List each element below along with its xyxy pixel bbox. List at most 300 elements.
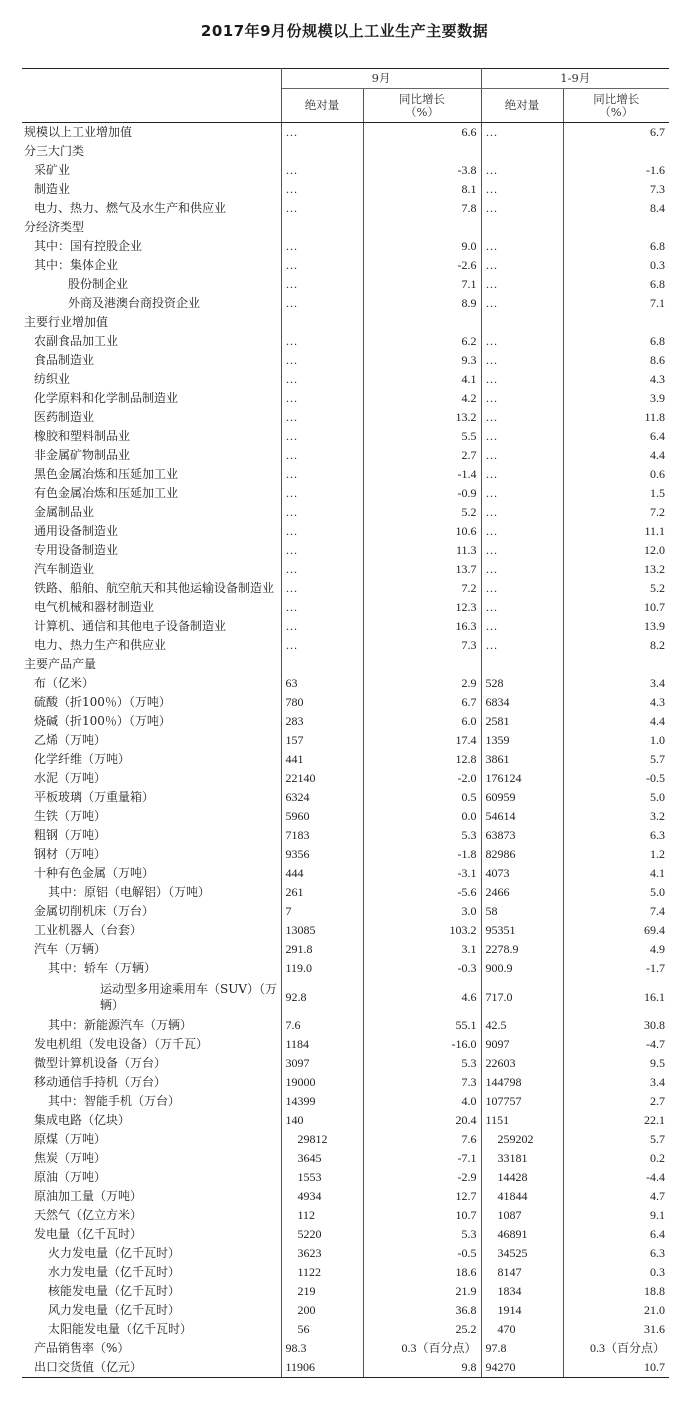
header-blank	[22, 69, 281, 89]
ytd-growth: 5.2	[650, 580, 666, 595]
ytd-absolute: 54614	[481, 807, 563, 826]
row-label: 分三大门类	[22, 142, 281, 161]
month-growth: 18.6	[363, 1263, 481, 1282]
month-growth: 103.2	[363, 921, 481, 940]
row-label: 金属切削机床（万台）	[22, 902, 281, 921]
month-growth: 12.7	[363, 1187, 481, 1206]
row-label: 其中：集体企业	[22, 256, 281, 275]
ytd-absolute	[481, 313, 563, 332]
month-growth: 9.3	[363, 351, 481, 370]
ytd-growth: 0.3	[650, 257, 666, 272]
month-growth: 6.2	[363, 332, 481, 351]
table-row	[22, 655, 669, 674]
header-growth-label: 同比增长	[593, 91, 640, 106]
ytd-absolute: …	[481, 484, 563, 503]
ytd-absolute: 34525	[481, 1244, 563, 1263]
ytd-growth: 0.3（百分点）	[590, 1341, 666, 1356]
table-row	[22, 218, 669, 237]
ytd-absolute: 14428	[481, 1168, 563, 1187]
ytd-absolute: …	[481, 408, 563, 427]
ytd-growth: 1.2	[650, 847, 666, 862]
month-absolute: …	[281, 180, 363, 199]
header-period-ytd: 1-9月	[481, 69, 669, 89]
ytd-absolute: …	[481, 237, 563, 256]
month-growth: 3.0	[363, 902, 481, 921]
ytd-growth: 8.2	[650, 637, 666, 652]
month-absolute: 63	[281, 674, 363, 693]
month-absolute: 200	[281, 1301, 363, 1320]
ytd-growth: 18.8	[644, 1284, 666, 1299]
ytd-growth: -0.5	[646, 771, 666, 786]
month-absolute	[281, 218, 363, 237]
table-row	[22, 161, 669, 180]
ytd-absolute: …	[481, 617, 563, 636]
month-growth: 10.6	[363, 522, 481, 541]
month-absolute: …	[281, 237, 363, 256]
ytd-absolute: 1914	[481, 1301, 563, 1320]
month-growth: 25.2	[363, 1320, 481, 1339]
row-label: 生铁（万吨）	[22, 807, 281, 826]
month-absolute: 4934	[281, 1187, 363, 1206]
ytd-absolute: 82986	[481, 845, 563, 864]
ytd-absolute: 6834	[481, 693, 563, 712]
table-row	[22, 1244, 669, 1263]
month-growth: 7.3	[363, 636, 481, 655]
month-absolute: 7	[281, 902, 363, 921]
month-growth: 8.9	[363, 294, 481, 313]
row-label: 其中：国有控股企业	[22, 237, 281, 256]
ytd-absolute: 9097	[481, 1035, 563, 1054]
row-label: 烧碱（折100％）（万吨）	[22, 712, 281, 731]
ytd-growth: 6.3	[650, 828, 666, 843]
table-row	[22, 503, 669, 522]
table-row	[22, 408, 669, 427]
row-label: 外商及港澳台商投资企业	[22, 294, 281, 313]
row-label: 电力、热力、燃气及水生产和供应业	[22, 199, 281, 218]
header-growth-month	[363, 89, 481, 123]
month-growth: 6.7	[363, 693, 481, 712]
ytd-growth: 11.1	[644, 523, 666, 538]
month-growth: 17.4	[363, 731, 481, 750]
ytd-absolute: 60959	[481, 788, 563, 807]
ytd-growth: 6.4	[650, 428, 666, 443]
row-label: 主要行业增加值	[22, 313, 281, 332]
month-absolute: …	[281, 427, 363, 446]
row-label: 水泥（万吨）	[22, 769, 281, 788]
ytd-absolute: 2581	[481, 712, 563, 731]
month-absolute: …	[281, 598, 363, 617]
ytd-growth: 3.9	[650, 390, 666, 405]
ytd-growth: 13.2	[644, 561, 666, 576]
month-growth: 0.3（百分点）	[363, 1339, 481, 1358]
table-row	[22, 389, 669, 408]
row-label: 核能发电量（亿千瓦时）	[22, 1282, 281, 1301]
ytd-growth: 4.3	[650, 371, 666, 386]
row-label: 焦炭（万吨）	[22, 1149, 281, 1168]
ytd-growth: 6.8	[650, 238, 666, 253]
month-growth: 7.6	[363, 1130, 481, 1149]
month-growth: 7.2	[363, 579, 481, 598]
table-row	[22, 465, 669, 484]
ytd-absolute: …	[481, 465, 563, 484]
row-label: 主要产品产量	[22, 655, 281, 674]
month-absolute: …	[281, 332, 363, 351]
table-row	[22, 484, 669, 503]
ytd-absolute: 8147	[481, 1263, 563, 1282]
month-absolute: 9356	[281, 845, 363, 864]
table-row	[22, 1016, 669, 1035]
ytd-absolute: …	[481, 199, 563, 218]
ytd-absolute: 3861	[481, 750, 563, 769]
row-label: 火力发电量（亿千瓦时）	[22, 1244, 281, 1263]
table-row	[22, 883, 669, 902]
month-growth: 16.3	[363, 617, 481, 636]
header-period-month: 9月	[281, 69, 481, 89]
table-row	[22, 1358, 669, 1377]
ytd-growth: 9.5	[650, 1056, 666, 1071]
month-growth: -2.0	[363, 769, 481, 788]
table-row	[22, 845, 669, 864]
ytd-growth: 10.7	[644, 599, 666, 614]
month-growth: 13.7	[363, 560, 481, 579]
header-abs-ytd: 绝对量	[481, 89, 563, 123]
month-absolute: …	[281, 465, 363, 484]
header-growth-ytd	[563, 89, 669, 123]
month-absolute: …	[281, 389, 363, 408]
ytd-absolute: …	[481, 446, 563, 465]
month-absolute: 6324	[281, 788, 363, 807]
month-growth: 5.3	[363, 1225, 481, 1244]
row-label: 铁路、船舶、航空航天和其他运输设备制造业	[22, 579, 281, 598]
ytd-absolute: …	[481, 579, 563, 598]
ytd-absolute: 259202	[481, 1130, 563, 1149]
month-growth: 20.4	[363, 1111, 481, 1130]
table-row	[22, 180, 669, 199]
table-row	[22, 123, 669, 142]
ytd-absolute: 95351	[481, 921, 563, 940]
ytd-absolute: …	[481, 522, 563, 541]
row-label: 食品制造业	[22, 351, 281, 370]
ytd-absolute: 1834	[481, 1282, 563, 1301]
table-row	[22, 1301, 669, 1320]
ytd-absolute: …	[481, 636, 563, 655]
month-growth: -16.0	[363, 1035, 481, 1054]
month-growth	[363, 218, 481, 237]
row-label: 发电量（亿千瓦时）	[22, 1225, 281, 1244]
ytd-absolute: 42.5	[481, 1016, 563, 1035]
row-label: 工业机器人（台套）	[22, 921, 281, 940]
row-label: 水力发电量（亿千瓦时）	[22, 1263, 281, 1282]
ytd-growth: 13.9	[644, 618, 666, 633]
ytd-absolute: …	[481, 332, 563, 351]
table-body	[22, 123, 669, 1378]
table-row	[22, 978, 669, 1016]
month-growth: 3.1	[363, 940, 481, 959]
ytd-absolute: 470	[481, 1320, 563, 1339]
month-growth: -1.8	[363, 845, 481, 864]
month-growth	[363, 655, 481, 674]
month-absolute: 56	[281, 1320, 363, 1339]
month-growth: 4.0	[363, 1092, 481, 1111]
ytd-growth: 6.4	[650, 1227, 666, 1242]
table-row	[22, 1282, 669, 1301]
row-label: 十种有色金属（万吨）	[22, 864, 281, 883]
month-growth: 5.5	[363, 427, 481, 446]
row-label: 汽车（万辆）	[22, 940, 281, 959]
ytd-growth: 5.0	[650, 885, 666, 900]
row-label: 农副食品加工业	[22, 332, 281, 351]
header-growth-unit: （%）	[405, 104, 439, 119]
ytd-absolute: 97.8	[481, 1339, 563, 1358]
month-absolute: …	[281, 636, 363, 655]
row-label: 其中：新能源汽车（万辆）	[22, 1016, 281, 1035]
header-abs-month: 绝对量	[281, 89, 363, 123]
ytd-absolute: 717.0	[481, 978, 563, 1016]
ytd-growth: 6.3	[650, 1246, 666, 1261]
table-row	[22, 693, 669, 712]
month-absolute	[281, 655, 363, 674]
row-label: 运动型多用途乘用车（SUV）（万辆）	[22, 978, 281, 1016]
table-row	[22, 940, 669, 959]
month-absolute: 157	[281, 731, 363, 750]
table-row	[22, 788, 669, 807]
month-absolute: …	[281, 161, 363, 180]
ytd-absolute: …	[481, 598, 563, 617]
table-row	[22, 750, 669, 769]
month-absolute: 444	[281, 864, 363, 883]
month-absolute: 780	[281, 693, 363, 712]
month-absolute: 11906	[281, 1358, 363, 1377]
ytd-absolute: …	[481, 560, 563, 579]
row-label: 其中：原铝（电解铝）（万吨）	[22, 883, 281, 902]
ytd-growth: 0.6	[650, 466, 666, 481]
table-row	[22, 142, 669, 161]
month-absolute: 283	[281, 712, 363, 731]
table-row	[22, 579, 669, 598]
month-absolute: 5220	[281, 1225, 363, 1244]
month-growth: 5.3	[363, 826, 481, 845]
month-absolute	[281, 142, 363, 161]
ytd-growth	[563, 218, 669, 237]
ytd-absolute: …	[481, 541, 563, 560]
month-growth: 36.8	[363, 1301, 481, 1320]
month-growth: 12.8	[363, 750, 481, 769]
ytd-absolute	[481, 655, 563, 674]
row-label: 非金属矿物制品业	[22, 446, 281, 465]
ytd-growth: 4.3	[650, 694, 666, 709]
month-growth: 21.9	[363, 1282, 481, 1301]
ytd-absolute: 4073	[481, 864, 563, 883]
table-row	[22, 1225, 669, 1244]
ytd-growth: 3.2	[650, 809, 666, 824]
month-absolute: …	[281, 123, 363, 142]
row-label: 原煤（万吨）	[22, 1130, 281, 1149]
table-row	[22, 712, 669, 731]
header-row-measures	[22, 89, 669, 123]
ytd-absolute: 1359	[481, 731, 563, 750]
month-absolute: 3097	[281, 1054, 363, 1073]
row-label: 太阳能发电量（亿千瓦时）	[22, 1320, 281, 1339]
ytd-growth: 0.2	[650, 1151, 666, 1166]
table-row	[22, 1130, 669, 1149]
row-label: 移动通信手持机（万台）	[22, 1073, 281, 1092]
table-row	[22, 1092, 669, 1111]
month-growth: 7.8	[363, 199, 481, 218]
ytd-growth: 1.0	[650, 733, 666, 747]
month-growth: 5.2	[363, 503, 481, 522]
row-label: 钢材（万吨）	[22, 845, 281, 864]
month-growth: 9.8	[363, 1358, 481, 1377]
ytd-growth: 4.7	[650, 1189, 666, 1204]
ytd-absolute: 58	[481, 902, 563, 921]
table-row	[22, 1168, 669, 1187]
ytd-growth: -1.7	[646, 961, 666, 976]
month-growth: -5.6	[363, 883, 481, 902]
month-growth: -1.4	[363, 465, 481, 484]
month-growth: -2.9	[363, 1168, 481, 1187]
ytd-absolute: 41844	[481, 1187, 563, 1206]
header-growth-unit: （%）	[599, 104, 634, 119]
ytd-growth: 69.4	[644, 923, 666, 938]
month-absolute: …	[281, 579, 363, 598]
ytd-growth: 9.1	[650, 1208, 666, 1223]
ytd-growth: 4.4	[650, 713, 666, 728]
month-absolute: 19000	[281, 1073, 363, 1092]
ytd-absolute: …	[481, 389, 563, 408]
ytd-growth: -4.4	[646, 1170, 666, 1185]
month-absolute	[281, 313, 363, 332]
month-absolute: 140	[281, 1111, 363, 1130]
ytd-growth: 7.1	[650, 295, 666, 310]
month-absolute: …	[281, 256, 363, 275]
ytd-growth: 7.3	[650, 181, 666, 196]
table-row	[22, 1320, 669, 1339]
month-growth	[363, 313, 481, 332]
ytd-absolute	[481, 142, 563, 161]
ytd-absolute: 33181	[481, 1149, 563, 1168]
ytd-absolute: 144798	[481, 1073, 563, 1092]
table-row	[22, 313, 669, 332]
ytd-absolute: 107757	[481, 1092, 563, 1111]
row-label: 其中：智能手机（万台）	[22, 1092, 281, 1111]
month-growth: -0.9	[363, 484, 481, 503]
row-label: 电气机械和器材制造业	[22, 598, 281, 617]
row-label: 股份制企业	[22, 275, 281, 294]
table-row	[22, 1035, 669, 1054]
ytd-growth: 4.4	[650, 447, 666, 462]
table-row	[22, 864, 669, 883]
header-row-periods	[22, 69, 669, 89]
row-label: 布（亿米）	[22, 674, 281, 693]
table-row	[22, 902, 669, 921]
row-label: 发电机组（发电设备）（万千瓦）	[22, 1035, 281, 1054]
table-row	[22, 560, 669, 579]
table-row	[22, 332, 669, 351]
row-label: 其中：轿车（万辆）	[22, 959, 281, 978]
ytd-growth: 5.7	[650, 1132, 666, 1147]
month-absolute: …	[281, 446, 363, 465]
month-absolute: 13085	[281, 921, 363, 940]
month-absolute: …	[281, 275, 363, 294]
row-label: 有色金属冶炼和压延加工业	[22, 484, 281, 503]
month-absolute: 261	[281, 883, 363, 902]
ytd-growth: 8.6	[650, 352, 666, 367]
month-absolute: 92.8	[281, 978, 363, 1016]
row-label: 平板玻璃（万重量箱）	[22, 788, 281, 807]
month-growth: 11.3	[363, 541, 481, 560]
table-row	[22, 541, 669, 560]
month-growth: -0.5	[363, 1244, 481, 1263]
ytd-growth: 1.5	[650, 485, 666, 500]
month-absolute: …	[281, 408, 363, 427]
month-growth: 7.1	[363, 275, 481, 294]
table-row	[22, 199, 669, 218]
ytd-growth: 30.8	[644, 1018, 666, 1033]
table-row	[22, 1339, 669, 1358]
ytd-absolute: …	[481, 294, 563, 313]
row-label: 硫酸（折100％）（万吨）	[22, 693, 281, 712]
row-label: 分经济类型	[22, 218, 281, 237]
ytd-growth: 11.8	[644, 409, 666, 424]
table-row	[22, 237, 669, 256]
month-absolute: 1184	[281, 1035, 363, 1054]
row-label: 黑色金属冶炼和压延加工业	[22, 465, 281, 484]
row-label: 橡胶和塑料制品业	[22, 427, 281, 446]
ytd-growth	[563, 313, 669, 332]
table-row	[22, 598, 669, 617]
row-label: 原油（万吨）	[22, 1168, 281, 1187]
month-growth: 9.0	[363, 237, 481, 256]
ytd-absolute: …	[481, 503, 563, 522]
month-growth: 2.7	[363, 446, 481, 465]
month-growth: 13.2	[363, 408, 481, 427]
month-absolute: 112	[281, 1206, 363, 1225]
month-growth: 7.3	[363, 1073, 481, 1092]
month-growth	[363, 142, 481, 161]
ytd-absolute: 2466	[481, 883, 563, 902]
ytd-growth: -1.6	[646, 162, 666, 177]
month-growth: 12.3	[363, 598, 481, 617]
month-absolute: …	[281, 370, 363, 389]
ytd-growth: 3.4	[650, 675, 666, 690]
ytd-absolute: 1087	[481, 1206, 563, 1225]
month-absolute: 3645	[281, 1149, 363, 1168]
month-absolute: 98.3	[281, 1339, 363, 1358]
month-growth: 0.5	[363, 788, 481, 807]
table-row	[22, 275, 669, 294]
row-label: 金属制品业	[22, 503, 281, 522]
table-row	[22, 351, 669, 370]
month-growth: 2.9	[363, 674, 481, 693]
month-absolute: 22140	[281, 769, 363, 788]
month-absolute: 441	[281, 750, 363, 769]
month-growth: 4.2	[363, 389, 481, 408]
month-absolute: 7.6	[281, 1016, 363, 1035]
row-label: 产品销售率（%）	[22, 1339, 281, 1358]
ytd-absolute: 46891	[481, 1225, 563, 1244]
table-row	[22, 370, 669, 389]
row-label: 微型计算机设备（万台）	[22, 1054, 281, 1073]
table-row	[22, 1149, 669, 1168]
page-title: 2017年9月份规模以上工业生产主要数据	[200, 22, 489, 40]
row-label: 纺织业	[22, 370, 281, 389]
row-label: 规模以上工业增加值	[22, 123, 281, 142]
month-absolute: …	[281, 541, 363, 560]
ytd-growth: 6.8	[650, 276, 666, 291]
month-absolute: …	[281, 199, 363, 218]
row-label: 通用设备制造业	[22, 522, 281, 541]
table-row	[22, 294, 669, 313]
